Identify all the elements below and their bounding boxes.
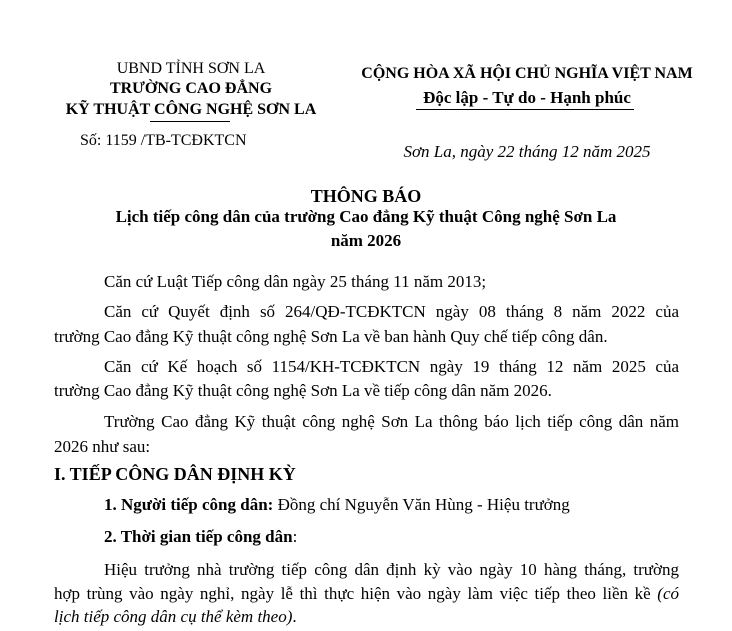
document-date: Sơn La, ngày 22 tháng 12 năm 2025 bbox=[403, 142, 651, 161]
paragraph-legal-basis-2-line1: Căn cứ Quyết định số 264/QĐ-TCĐKTCN ngày 08 tháng 8 năm 2022 của bbox=[104, 302, 679, 321]
paragraph-schedule-line3-italic: lịch tiếp công dân cụ thể kèm theo) bbox=[54, 607, 293, 626]
section-heading-1: I. TIẾP CÔNG DÂN ĐỊNH KỲ bbox=[54, 464, 296, 484]
document-type-title: THÔNG BÁO bbox=[310, 186, 422, 206]
nation-motto: Độc lập - Tự do - Hạnh phúc bbox=[423, 88, 631, 107]
item-time-colon: : bbox=[292, 527, 298, 546]
org-divider-line bbox=[150, 121, 230, 122]
paragraph-schedule-line1: Hiệu trưởng nhà trường tiếp công dân định kỳ vào ngày 10 hàng tháng, trường bbox=[104, 560, 679, 579]
document-number: Số: 1159 /TB-TCĐKTCN bbox=[80, 132, 247, 149]
paragraph-legal-basis-1: Căn cứ Luật Tiếp công dân ngày 25 tháng 11 năm 2013; bbox=[104, 272, 487, 291]
nation-name: CỘNG HÒA XÃ HỘI CHỦ NGHĨA VIỆT NAM bbox=[361, 65, 693, 82]
motto-divider-line bbox=[416, 109, 634, 110]
paragraph-schedule-line2-text: hợp trùng vào ngày nghỉ, ngày lễ thì thực hiện vào ngày làm việc tiếp theo liền kề bbox=[54, 584, 658, 603]
org-parent-name: UBND TỈNH SƠN LA bbox=[116, 60, 266, 77]
paragraph-announcement-line1: Trường Cao đẳng Kỹ thuật công nghệ Sơn La thông báo lịch tiếp công dân năm bbox=[104, 412, 679, 431]
document-subject-line2: năm 2026 bbox=[330, 231, 402, 250]
item-receiver bbox=[104, 495, 570, 515]
paragraph-announcement-line2: 2026 như sau: bbox=[54, 437, 151, 456]
org-school-name-line2: KỸ THUẬT CÔNG NGHỆ SƠN LA bbox=[65, 101, 317, 118]
paragraph-schedule-line2 bbox=[54, 584, 679, 604]
item-time-label: 2. Thời gian tiếp công dân bbox=[104, 527, 293, 546]
paragraph-legal-basis-3-line2: trường Cao đẳng Kỹ thuật công nghệ Sơn La về tiếp công dân năm 2026. bbox=[54, 381, 552, 400]
item-receiver-value: Đồng chí Nguyễn Văn Hùng - Hiệu trưởng bbox=[273, 495, 570, 514]
paragraph-legal-basis-2-line2: trường Cao đẳng Kỹ thuật công nghệ Sơn La về ban hành Quy chế tiếp công dân. bbox=[54, 327, 608, 346]
item-time bbox=[104, 527, 297, 547]
org-school-name-line1: TRƯỜNG CAO ĐẲNG bbox=[109, 80, 273, 97]
paragraph-schedule-line2-italic: (có bbox=[657, 584, 679, 603]
paragraph-legal-basis-3-line1: Căn cứ Kế hoạch số 1154/KH-TCĐKTCN ngày 19 tháng 12 năm 2025 của bbox=[104, 357, 679, 376]
document-subject-line1: Lịch tiếp công dân của trường Cao đẳng Kỹ thuật Công nghệ Sơn La bbox=[115, 207, 617, 226]
paragraph-schedule-line3 bbox=[54, 607, 679, 627]
paragraph-schedule-line3-end: . bbox=[292, 607, 297, 626]
item-receiver-label: 1. Người tiếp công dân: bbox=[104, 495, 274, 514]
